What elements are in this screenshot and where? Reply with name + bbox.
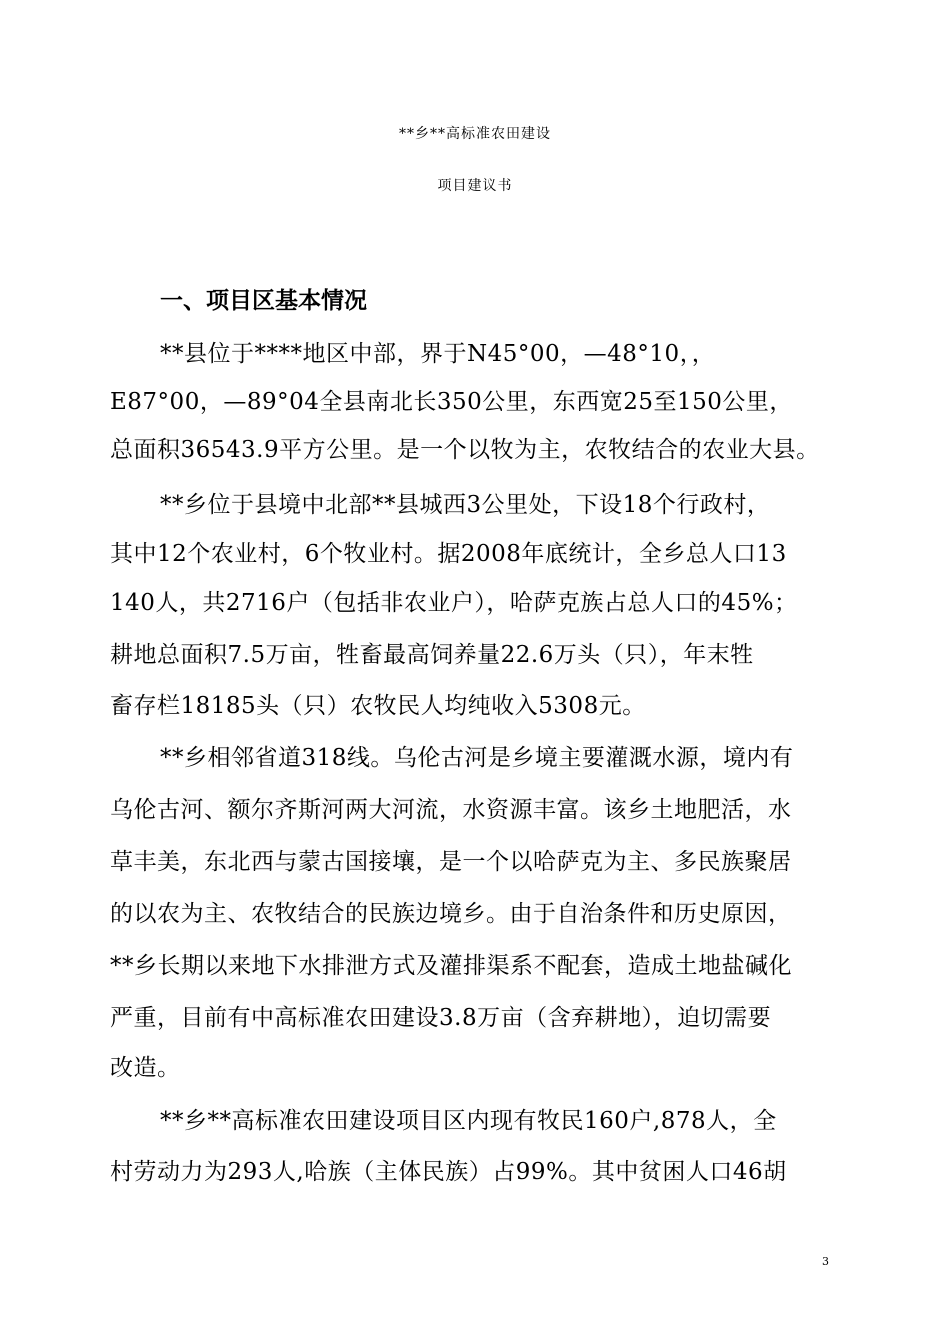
paragraph-line: **乡长期以来地下水排泄方式及灌排渠系不配套，造成土地盐碱化 bbox=[110, 953, 792, 979]
paragraph-line: **乡位于县境中北部**县城西3公里处，下设18个行政村， bbox=[160, 492, 771, 518]
paragraph-line: 草丰美，东北西与蒙古国接壤，是一个以哈萨克为主、多民族聚居 bbox=[110, 849, 792, 875]
page-number: 3 bbox=[822, 1255, 829, 1268]
paragraph-line: 总面积36543.9平方公里。是一个以牧为主，农牧结合的农业大县。 bbox=[110, 437, 820, 463]
title-line-2: 项目建议书 bbox=[437, 178, 513, 194]
document-title bbox=[0, 108, 950, 212]
paragraph-line: 改造。 bbox=[110, 1055, 181, 1081]
paragraph-line: **乡**高标准农田建设项目区内现有牧民160户,878人，全 bbox=[160, 1108, 777, 1134]
paragraph-line: E87°00，—89°04全县南北长350公里，东西宽25至150公里， bbox=[110, 389, 793, 415]
paragraph-line: 畜存栏18185头（只）农牧民人均纯收入5308元。 bbox=[110, 693, 646, 719]
paragraph-line: 的以农为主、农牧结合的民族边境乡。由于自治条件和历史原因， bbox=[110, 901, 792, 927]
paragraph-line: 严重，目前有中高标准农田建设3.8万亩（含弃耕地），迫切需要 bbox=[110, 1005, 772, 1031]
section-heading: 一、项目区基本情况 bbox=[160, 288, 367, 314]
paragraph-line: 140人，共2716户（包括非农业户），哈萨克族占总人口的45%； bbox=[110, 590, 798, 616]
paragraph-line: 村劳动力为293人,哈族（主体民族）占99%。其中贫困人口46胡 bbox=[110, 1159, 787, 1185]
paragraph-line: **县位于****地区中部，界于N45°00，—48°10，， bbox=[160, 341, 716, 367]
paragraph-line: **乡相邻省道318线。乌伦古河是乡境主要灌溉水源，境内有 bbox=[160, 745, 794, 771]
title-line-1: **乡**高标准农田建设 bbox=[399, 126, 551, 142]
paragraph-line: 其中12个农业村，6个牧业村。据2008年底统计，全乡总人口13 bbox=[110, 541, 787, 567]
paragraph-line: 耕地总面积7.5万亩，牲畜最高饲养量22.6万头（只），年末牲 bbox=[110, 642, 754, 668]
paragraph-line: 乌伦古河、额尔齐斯河两大河流，水资源丰富。该乡土地肥活，水 bbox=[110, 797, 792, 823]
